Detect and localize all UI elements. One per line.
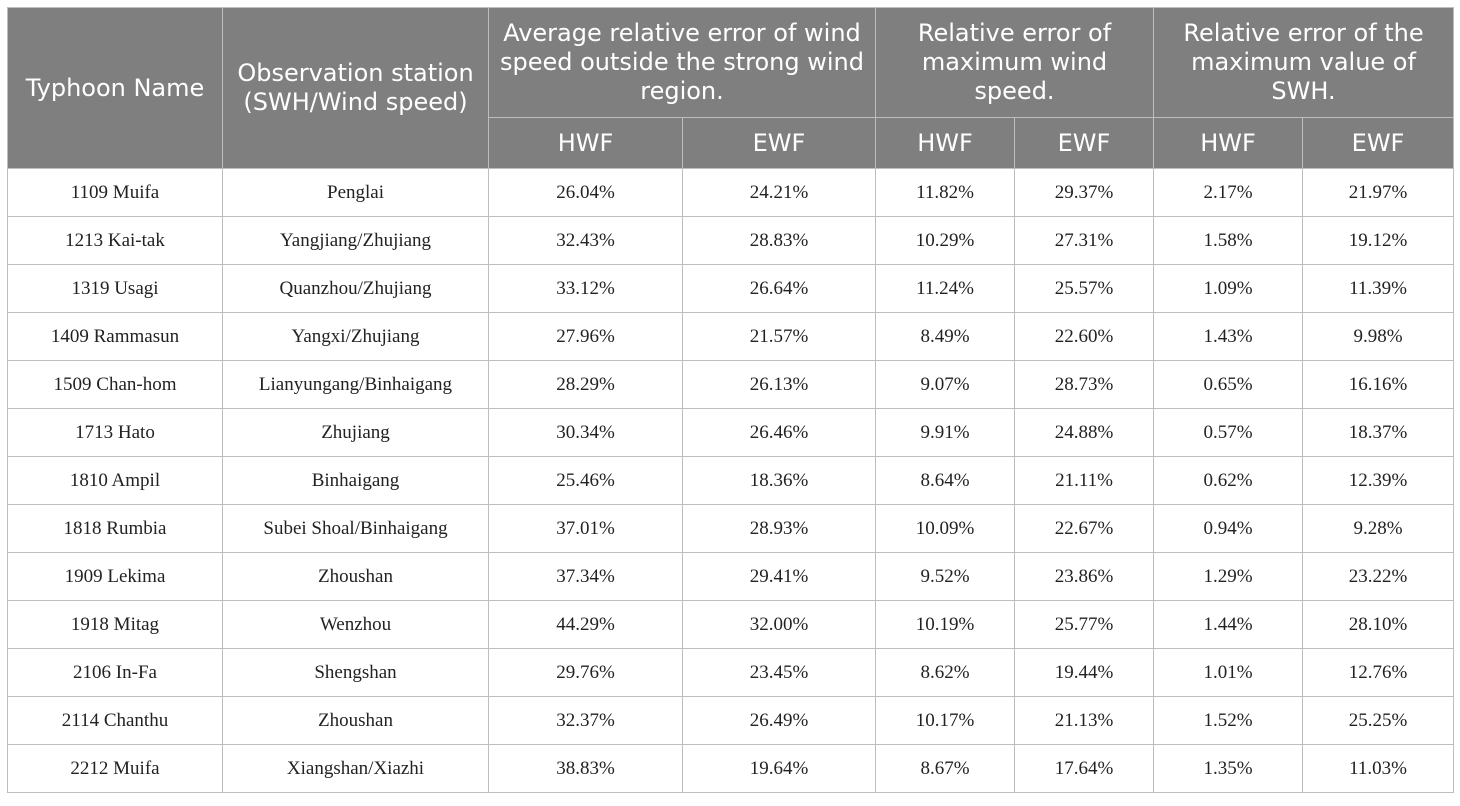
station-cell: Yangxi/Zhujiang: [223, 313, 489, 361]
avg-error-ewf-cell: 18.36%: [683, 457, 876, 505]
max-swh-hwf-cell: 1.09%: [1154, 265, 1303, 313]
station-cell: Subei Shoal/Binhaigang: [223, 505, 489, 553]
max-wind-ewf-cell: 19.44%: [1015, 649, 1154, 697]
max-wind-ewf-cell: 27.31%: [1015, 217, 1154, 265]
typhoon-name-cell: 1109 Muifa: [8, 169, 223, 217]
avg-error-ewf-cell: 23.45%: [683, 649, 876, 697]
avg-error-ewf-cell: 26.13%: [683, 361, 876, 409]
max-swh-hwf-cell: 0.62%: [1154, 457, 1303, 505]
max-wind-hwf-cell: 8.62%: [876, 649, 1015, 697]
max-wind-ewf-cell: 21.11%: [1015, 457, 1154, 505]
station-cell: Quanzhou/Zhujiang: [223, 265, 489, 313]
max-wind-ewf-cell: 25.57%: [1015, 265, 1154, 313]
avg-error-hwf-cell: 27.96%: [489, 313, 683, 361]
avg-error-ewf-cell: 28.83%: [683, 217, 876, 265]
max-wind-hwf-cell: 8.67%: [876, 745, 1015, 793]
max-wind-ewf-cell: 29.37%: [1015, 169, 1154, 217]
typhoon-name-cell: 1918 Mitag: [8, 601, 223, 649]
station-cell: Binhaigang: [223, 457, 489, 505]
table-row: [8, 217, 1454, 265]
max-swh-ewf-cell: 12.76%: [1303, 649, 1454, 697]
max-wind-ewf-cell: 17.64%: [1015, 745, 1154, 793]
avg-error-hwf-cell: 44.29%: [489, 601, 683, 649]
max-wind-hwf-cell: 11.24%: [876, 265, 1015, 313]
station-cell: Zhoushan: [223, 697, 489, 745]
typhoon-name-cell: 2106 In-Fa: [8, 649, 223, 697]
table-row: [8, 313, 1454, 361]
max-swh-ewf-cell: 23.22%: [1303, 553, 1454, 601]
max-wind-ewf-cell: 25.77%: [1015, 601, 1154, 649]
avg-error-hwf-cell: 25.46%: [489, 457, 683, 505]
avg-error-ewf-cell: 32.00%: [683, 601, 876, 649]
header-typhoon-name: Typhoon Name: [8, 8, 223, 169]
max-swh-hwf-cell: 1.58%: [1154, 217, 1303, 265]
max-wind-ewf-cell: 22.60%: [1015, 313, 1154, 361]
max-swh-ewf-cell: 25.25%: [1303, 697, 1454, 745]
typhoon-name-cell: 2114 Chanthu: [8, 697, 223, 745]
station-cell: Penglai: [223, 169, 489, 217]
table-row: [8, 553, 1454, 601]
max-swh-ewf-cell: 18.37%: [1303, 409, 1454, 457]
max-swh-ewf-cell: 16.16%: [1303, 361, 1454, 409]
table-container: [7, 7, 1454, 793]
typhoon-name-cell: 1909 Lekima: [8, 553, 223, 601]
max-swh-ewf-cell: 12.39%: [1303, 457, 1454, 505]
avg-error-ewf-cell: 19.64%: [683, 745, 876, 793]
max-wind-hwf-cell: 10.17%: [876, 697, 1015, 745]
max-wind-hwf-cell: 10.19%: [876, 601, 1015, 649]
max-swh-hwf-cell: 1.52%: [1154, 697, 1303, 745]
max-wind-ewf-cell: 21.13%: [1015, 697, 1154, 745]
table-row: [8, 505, 1454, 553]
avg-error-hwf-cell: 37.01%: [489, 505, 683, 553]
table-row: [8, 601, 1454, 649]
avg-error-hwf-cell: 28.29%: [489, 361, 683, 409]
header-max-wind-speed-error: Relative error of maximum wind speed.: [876, 8, 1154, 118]
avg-error-hwf-cell: 33.12%: [489, 265, 683, 313]
header-observation-station: Observation station (SWH/Wind speed): [223, 8, 489, 169]
avg-error-ewf-cell: 21.57%: [683, 313, 876, 361]
max-swh-hwf-cell: 0.94%: [1154, 505, 1303, 553]
table-row: [8, 265, 1454, 313]
max-wind-ewf-cell: 28.73%: [1015, 361, 1154, 409]
station-cell: Shengshan: [223, 649, 489, 697]
table-row: [8, 745, 1454, 793]
max-wind-hwf-cell: 10.29%: [876, 217, 1015, 265]
max-swh-hwf-cell: 1.01%: [1154, 649, 1303, 697]
max-wind-ewf-cell: 23.86%: [1015, 553, 1154, 601]
typhoon-name-cell: 1409 Rammasun: [8, 313, 223, 361]
table-row: [8, 649, 1454, 697]
max-wind-hwf-cell: 9.91%: [876, 409, 1015, 457]
avg-error-hwf-cell: 32.37%: [489, 697, 683, 745]
max-swh-hwf-cell: 0.57%: [1154, 409, 1303, 457]
max-wind-hwf-cell: 10.09%: [876, 505, 1015, 553]
avg-error-hwf-cell: 26.04%: [489, 169, 683, 217]
avg-error-ewf-cell: 24.21%: [683, 169, 876, 217]
max-swh-hwf-cell: 1.29%: [1154, 553, 1303, 601]
station-cell: Yangjiang/Zhujiang: [223, 217, 489, 265]
subheader-ewf: EWF: [1303, 118, 1454, 169]
subheader-ewf: EWF: [683, 118, 876, 169]
typhoon-name-cell: 2212 Muifa: [8, 745, 223, 793]
table-row: [8, 169, 1454, 217]
typhoon-name-cell: 1818 Rumbia: [8, 505, 223, 553]
max-swh-hwf-cell: 2.17%: [1154, 169, 1303, 217]
max-wind-hwf-cell: 11.82%: [876, 169, 1015, 217]
avg-error-hwf-cell: 38.83%: [489, 745, 683, 793]
typhoon-name-cell: 1509 Chan-hom: [8, 361, 223, 409]
avg-error-hwf-cell: 30.34%: [489, 409, 683, 457]
table-body: [8, 169, 1454, 793]
avg-error-hwf-cell: 29.76%: [489, 649, 683, 697]
station-cell: Zhoushan: [223, 553, 489, 601]
max-swh-hwf-cell: 1.43%: [1154, 313, 1303, 361]
max-swh-ewf-cell: 9.28%: [1303, 505, 1454, 553]
max-swh-hwf-cell: 1.44%: [1154, 601, 1303, 649]
header-max-swh-error: Relative error of the maximum value of SWH.: [1154, 8, 1454, 118]
max-swh-ewf-cell: 19.12%: [1303, 217, 1454, 265]
station-cell: Zhujiang: [223, 409, 489, 457]
typhoon-name-cell: 1713 Hato: [8, 409, 223, 457]
avg-error-ewf-cell: 26.49%: [683, 697, 876, 745]
avg-error-ewf-cell: 26.46%: [683, 409, 876, 457]
subheader-hwf: HWF: [1154, 118, 1303, 169]
avg-error-hwf-cell: 37.34%: [489, 553, 683, 601]
max-swh-ewf-cell: 11.39%: [1303, 265, 1454, 313]
subheader-hwf: HWF: [489, 118, 683, 169]
typhoon-name-cell: 1810 Ampil: [8, 457, 223, 505]
header-average-relative-error: Average relative error of wind speed outside the strong wind region.: [489, 8, 876, 118]
table-row: [8, 697, 1454, 745]
table-row: [8, 361, 1454, 409]
max-wind-ewf-cell: 24.88%: [1015, 409, 1154, 457]
max-swh-hwf-cell: 1.35%: [1154, 745, 1303, 793]
subheader-ewf: EWF: [1015, 118, 1154, 169]
max-swh-ewf-cell: 9.98%: [1303, 313, 1454, 361]
max-wind-hwf-cell: 8.64%: [876, 457, 1015, 505]
typhoon-name-cell: 1213 Kai-tak: [8, 217, 223, 265]
subheader-hwf: HWF: [876, 118, 1015, 169]
max-swh-ewf-cell: 11.03%: [1303, 745, 1454, 793]
max-wind-hwf-cell: 9.52%: [876, 553, 1015, 601]
typhoon-error-table: [7, 7, 1454, 793]
station-cell: Xiangshan/Xiazhi: [223, 745, 489, 793]
avg-error-ewf-cell: 26.64%: [683, 265, 876, 313]
typhoon-name-cell: 1319 Usagi: [8, 265, 223, 313]
max-swh-hwf-cell: 0.65%: [1154, 361, 1303, 409]
station-cell: Wenzhou: [223, 601, 489, 649]
table-row: [8, 409, 1454, 457]
avg-error-ewf-cell: 29.41%: [683, 553, 876, 601]
station-cell: Lianyungang/Binhaigang: [223, 361, 489, 409]
max-wind-hwf-cell: 8.49%: [876, 313, 1015, 361]
max-swh-ewf-cell: 21.97%: [1303, 169, 1454, 217]
table-row: [8, 457, 1454, 505]
avg-error-ewf-cell: 28.93%: [683, 505, 876, 553]
table-header: [8, 8, 1454, 169]
avg-error-hwf-cell: 32.43%: [489, 217, 683, 265]
max-wind-hwf-cell: 9.07%: [876, 361, 1015, 409]
max-wind-ewf-cell: 22.67%: [1015, 505, 1154, 553]
max-swh-ewf-cell: 28.10%: [1303, 601, 1454, 649]
